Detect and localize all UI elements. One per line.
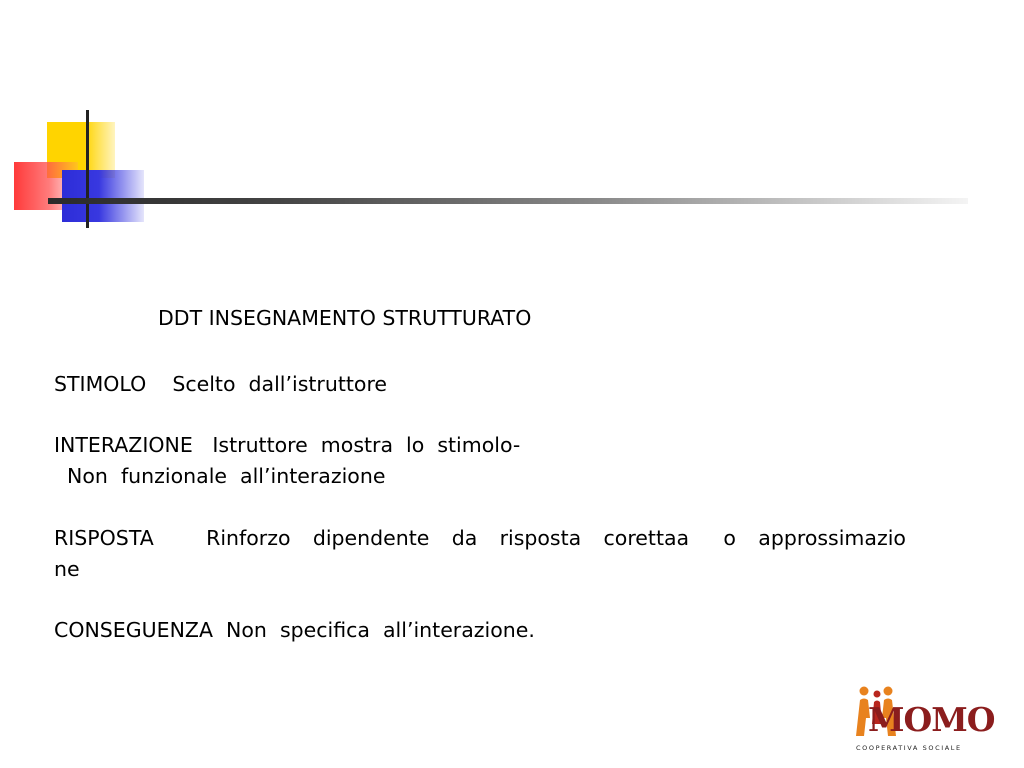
row-word: approssimazio bbox=[758, 526, 906, 550]
row-word: dipendente bbox=[312, 526, 430, 550]
logo-wordmark: MOMO bbox=[868, 700, 995, 739]
row-risposta bbox=[54, 524, 906, 552]
row-stimolo bbox=[54, 370, 387, 398]
row-word: corettaa bbox=[603, 526, 690, 550]
momo-logo bbox=[850, 684, 995, 756]
row-text: Non funzionale all’interazione bbox=[67, 464, 386, 488]
logo-tagline: COOPERATIVA SOCIALE bbox=[856, 744, 962, 752]
blue-square bbox=[62, 170, 144, 222]
row-label: RISPOSTA bbox=[54, 526, 154, 550]
row-word: da bbox=[451, 526, 478, 550]
row-word: o bbox=[723, 526, 736, 550]
row-label: CONSEGUENZA bbox=[54, 618, 213, 642]
row-interazione-continued bbox=[54, 462, 385, 490]
slide-title: DDT INSEGNAMENTO STRUTTURATO bbox=[158, 306, 532, 330]
row-label: INTERAZIONE bbox=[54, 433, 193, 457]
vertical-rule bbox=[86, 110, 89, 228]
row-text: Scelto dall’istruttore bbox=[172, 372, 388, 396]
decorative-blocks bbox=[0, 0, 1024, 240]
row-conseguenza bbox=[54, 616, 535, 644]
row-word: risposta bbox=[499, 526, 582, 550]
horizontal-rule bbox=[48, 198, 968, 204]
row-word: Rinforzo bbox=[206, 526, 291, 550]
row-text: Non specifica all’interazione. bbox=[226, 618, 535, 642]
row-risposta-continued bbox=[54, 555, 80, 583]
row-text: ne bbox=[54, 557, 80, 581]
row-label: STIMOLO bbox=[54, 372, 147, 396]
row-text: Istruttore mostra lo stimolo- bbox=[212, 433, 521, 457]
row-interazione bbox=[54, 431, 520, 459]
